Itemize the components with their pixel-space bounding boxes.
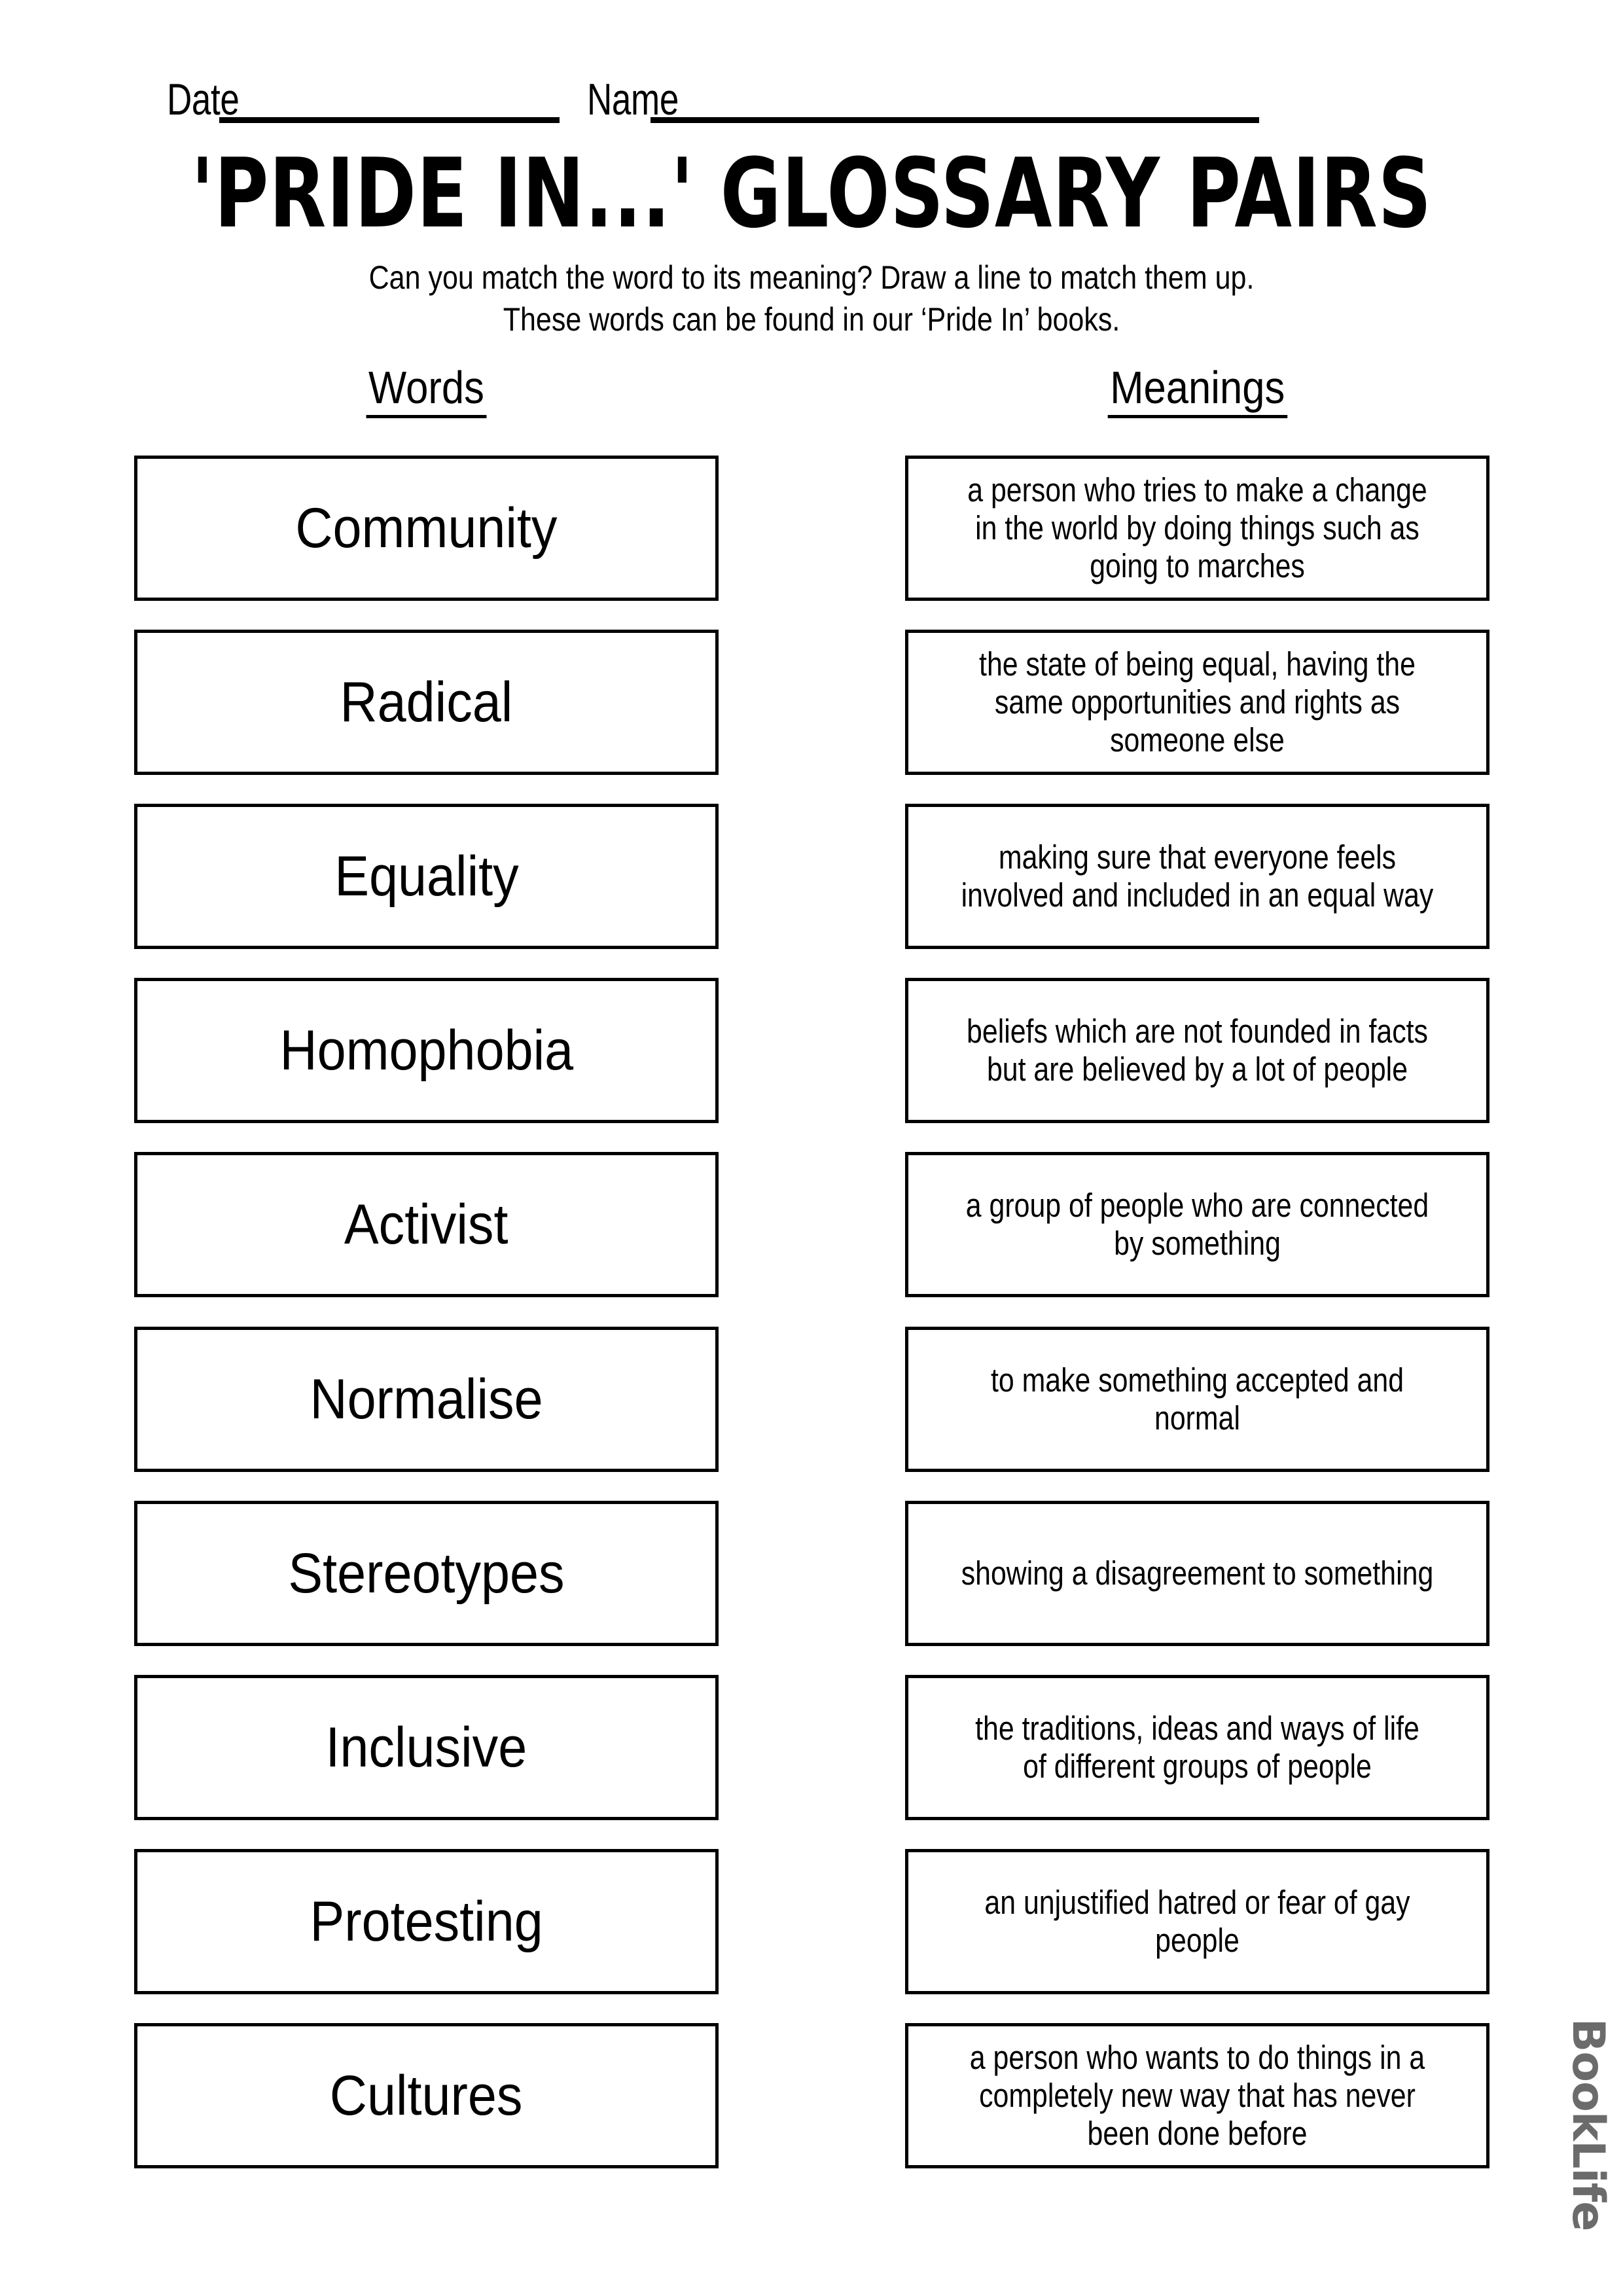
word-label: Normalise <box>310 1367 543 1431</box>
word-label: Radical <box>340 671 513 734</box>
match-gutter[interactable] <box>719 1660 905 1835</box>
booklife-logo-text: BookLife <box>1562 2018 1614 2231</box>
meaning-label: the traditions, ideas and ways of life of different groups of people <box>975 1709 1419 1785</box>
meaning-cell[interactable] <box>905 1138 1489 1312</box>
match-gutter[interactable] <box>719 963 905 1138</box>
instructions <box>0 257 1623 340</box>
word-cell[interactable] <box>134 1660 719 1835</box>
match-gutter[interactable] <box>719 615 905 789</box>
meaning-label: an unjustified hatred or fear of gay people <box>984 1883 1410 1959</box>
meaning-cell[interactable] <box>905 1486 1489 1660</box>
word-label: Inclusive <box>325 1715 527 1779</box>
name-label: Name <box>586 75 679 124</box>
word-cell[interactable] <box>134 789 719 963</box>
match-gutter[interactable] <box>719 1312 905 1486</box>
word-label: Cultures <box>330 2064 523 2127</box>
meaning-label: to make something accepted and normal <box>990 1361 1404 1437</box>
word-cell[interactable] <box>134 1312 719 1486</box>
words-column-heading <box>134 361 719 418</box>
word-label: Equality <box>334 845 519 908</box>
date-label: Date <box>167 75 240 124</box>
meaning-cell[interactable] <box>905 1660 1489 1835</box>
meanings-column-heading <box>905 361 1489 418</box>
words-heading-label: Words <box>366 361 487 418</box>
word-cell[interactable] <box>134 441 719 615</box>
word-label: Community <box>295 497 558 560</box>
meaning-cell[interactable] <box>905 615 1489 789</box>
word-cell[interactable] <box>134 1835 719 2009</box>
word-cell[interactable] <box>134 1486 719 1660</box>
meaning-cell[interactable] <box>905 1312 1489 1486</box>
match-gutter[interactable] <box>719 441 905 615</box>
meaning-cell[interactable] <box>905 789 1489 963</box>
booklife-logo <box>1561 1987 1614 2262</box>
word-cell[interactable] <box>134 2009 719 2183</box>
meaning-label: a person who wants to do things in a completely new way that has never been done before <box>969 2038 1425 2152</box>
word-label: Protesting <box>310 1890 543 1953</box>
meaning-cell[interactable] <box>905 441 1489 615</box>
date-input-line[interactable] <box>219 117 560 123</box>
word-label: Homophobia <box>279 1019 573 1083</box>
match-gutter[interactable] <box>719 1486 905 1660</box>
match-gutter[interactable] <box>719 1138 905 1312</box>
meaning-label: making sure that everyone feels involved and included in an equal way <box>961 838 1434 914</box>
word-label: Stereotypes <box>288 1541 565 1605</box>
match-gutter[interactable] <box>719 1835 905 2009</box>
match-gutter[interactable] <box>719 2009 905 2183</box>
matching-grid <box>134 441 1489 2183</box>
word-label: Activist <box>344 1193 508 1257</box>
meaning-label: a group of people who are connected by something <box>965 1187 1429 1263</box>
word-cell[interactable] <box>134 963 719 1138</box>
name-input-line[interactable] <box>651 117 1259 123</box>
meaning-cell[interactable] <box>905 1835 1489 2009</box>
word-cell[interactable] <box>134 1138 719 1312</box>
meaning-label: the state of being equal, having the same opportunities and rights as someone else <box>979 645 1416 759</box>
meaning-label: showing a disagreement to something <box>961 1554 1434 1592</box>
meaning-label: a person who tries to make a change in the world by doing things such as going to marches <box>967 471 1427 585</box>
meaning-cell[interactable] <box>905 963 1489 1138</box>
student-info-bar <box>167 51 1440 123</box>
match-gutter[interactable] <box>719 789 905 963</box>
page-title: 'PRIDE IN...' GLOSSARY PAIRS <box>190 137 1433 249</box>
meanings-heading-label: Meanings <box>1107 361 1287 418</box>
meaning-label: beliefs which are not founded in facts but are believed by a lot of people <box>967 1013 1428 1088</box>
meaning-cell[interactable] <box>905 2009 1489 2183</box>
word-cell[interactable] <box>134 615 719 789</box>
instructions-line-2: These words can be found in our ‘Pride In’ books. <box>503 301 1120 338</box>
instructions-line-1: Can you match the word to its meaning? Draw a line to match them up. <box>368 259 1255 296</box>
